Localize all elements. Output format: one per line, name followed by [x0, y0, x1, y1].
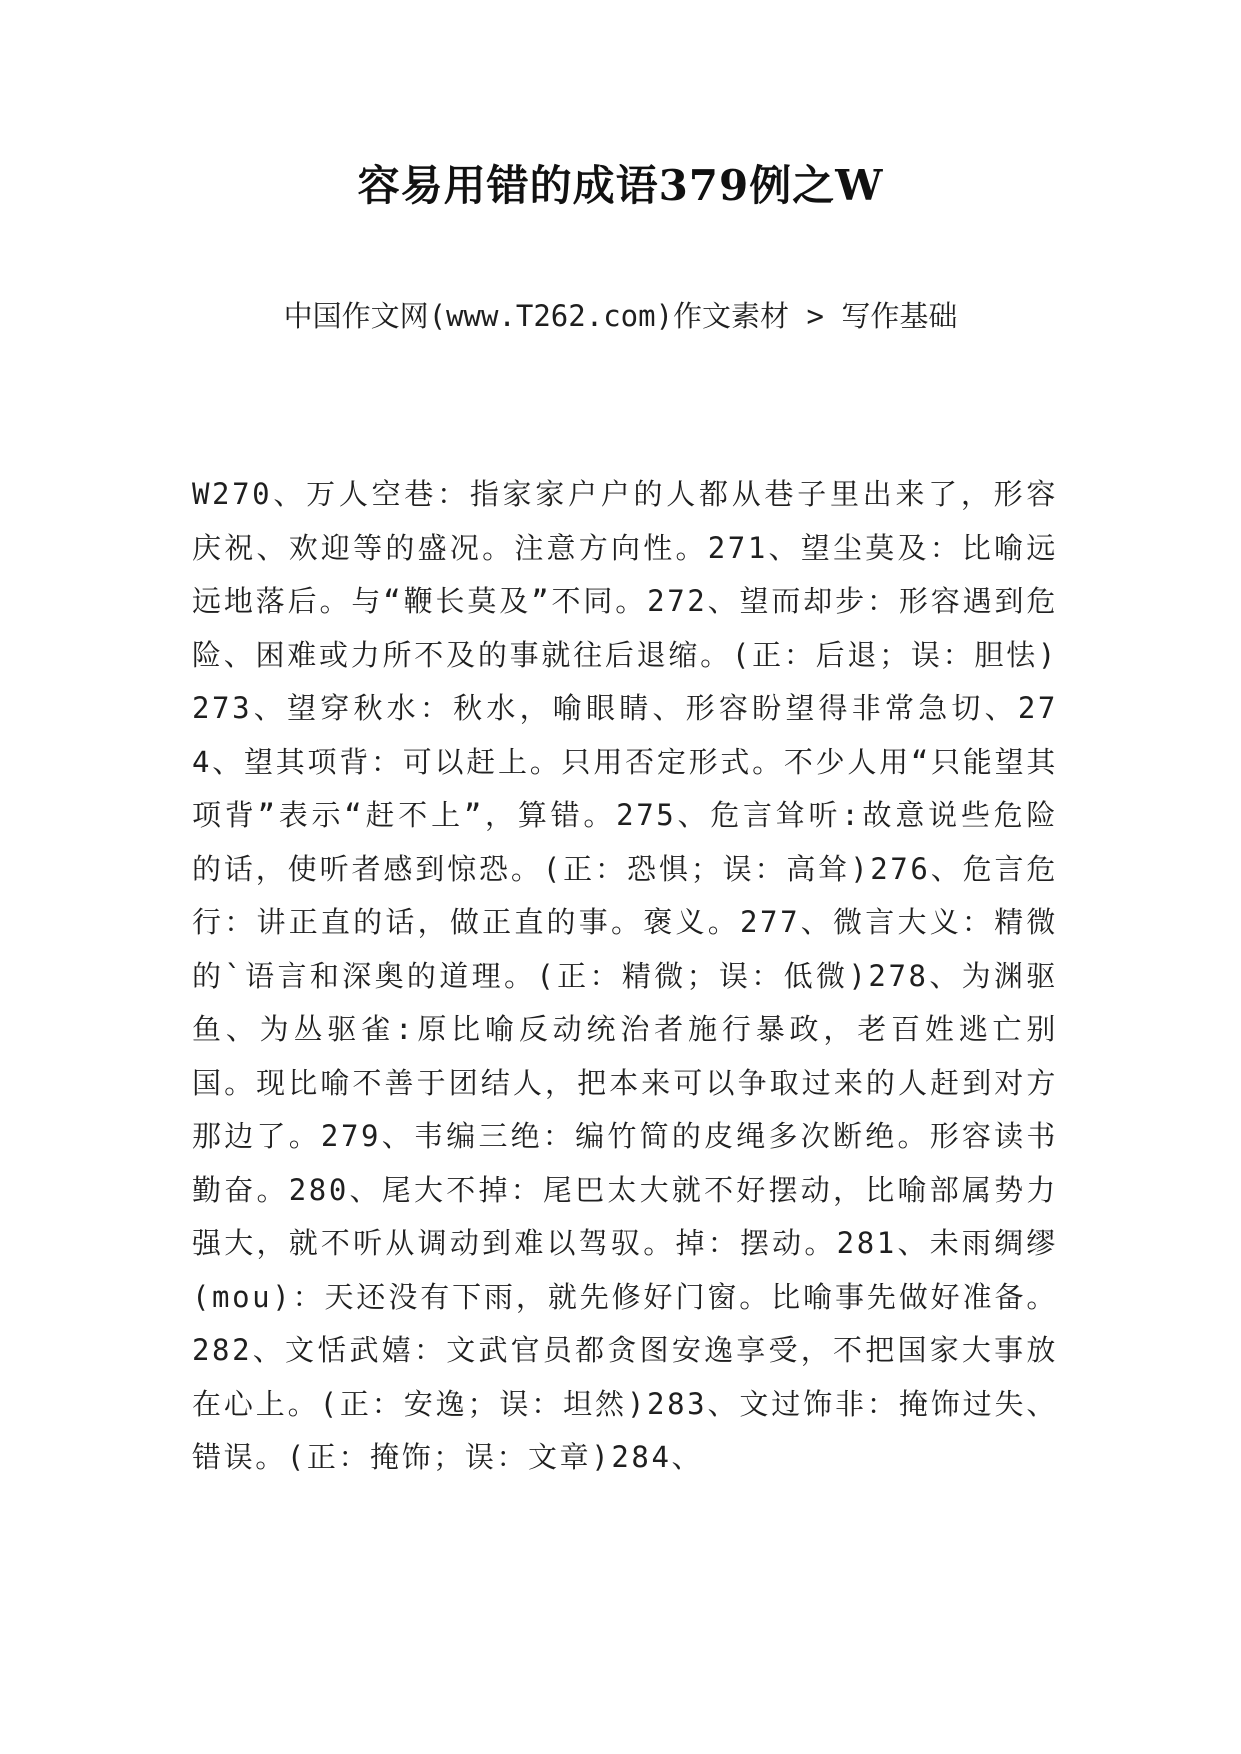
body-paragraph: W270、万人空巷：指家家户户的人都从巷子里出来了，形容庆祝、欢迎等的盛况。注意方向性。271、望尘莫及：比喻远远地落后。与“鞭长莫及”不同。272、望而却步：形容遇到危险、困难或力所不及的事就往后退缩。(正：后退；误：胆怯)273、望穿秋水：秋水，喻眼睛、形容盼望得非常急切、274、望其项背：可以赶上。只用否定形式。不少人用“只能望其项背”表示“赶不上”，算错。275、危言耸听:故意说些危险的话，使听者感到惊恐。(正：恐惧；误：高耸)276、危言危行：讲正直的话，做正直的事。褒义。277、微言大义：精微的`语言和深奥的道理。(正：精微；误：低微)278、为渊驱鱼、为丛驱雀:原比喻反动统治者施行暴政，老百姓逃亡别国。现比喻不善于团结人，把本来可以争取过来的人赶到对方那边了。279、韦编三绝：编竹简的皮绳多次断绝。形容读书勤奋。280、尾大不掉：尾巴太大就不好摆动，比喻部属势力强大，就不听从调动到难以驾驭。掉：摆动。281、未雨绸缪(mou)：天还没有下雨，就先修好门窗。比喻事先做好准备。282、文恬武嬉：文武官员都贪图安逸享受，不把国家大事放在心上。(正：安逸；误：坦然)283、文过饰非：掩饰过失、错误。(正：掩饰；误：文章)284、	[192, 477, 1058, 1474]
breadcrumb: 中国作文网(www.T262.com)作文素材 > 写作基础	[283, 299, 958, 333]
page-title: 容易用错的成语379例之W	[357, 161, 884, 210]
